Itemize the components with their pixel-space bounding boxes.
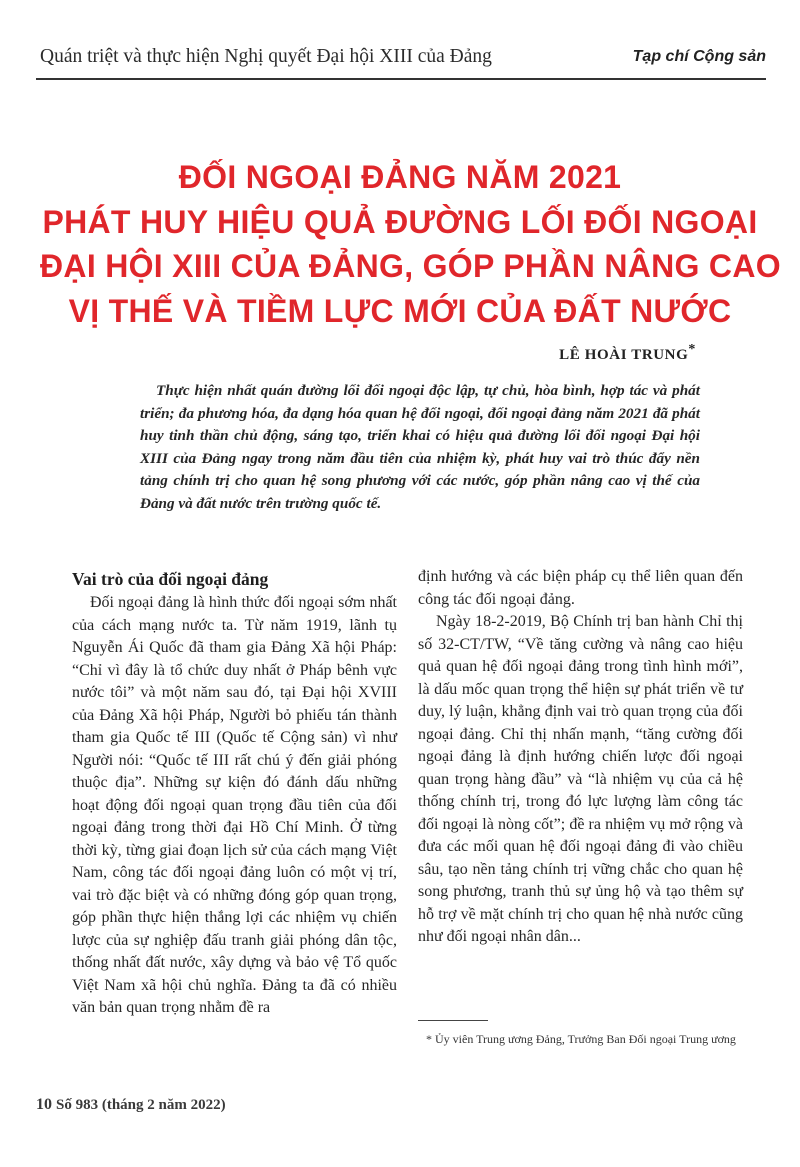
section-heading: Vai trò của đối ngoại đảng [72, 569, 269, 589]
magazine-name: Tạp chí Cộng sản [632, 48, 766, 65]
title-line: VỊ THẾ VÀ TIỀM LỰC MỚI CỦA ĐẤT NƯỚC [68, 292, 732, 329]
title-line: PHÁT HUY HIỆU QUẢ ĐƯỜNG LỐI ĐỐI NGOẠI [42, 203, 758, 240]
section-title: Quán triệt và thực hiện Nghị quyết Đại hội XIII của Đảng [40, 46, 492, 67]
body-paragraph-continuation: định hướng và các biện pháp cụ thể liên quan đến công tác đối ngoại đảng. [418, 568, 743, 608]
body-column-left [72, 566, 397, 1020]
header-divider [36, 78, 766, 80]
body-paragraph: Đối ngoại đảng là hình thức đối ngoại sớm nhất của cách mạng nước ta. Từ năm 1919, lãnh tụ Nguyễn Ái Quốc đã tham gia Đảng Xã hội Pháp: “Chỉ vì đây là tổ chức duy nhất ở Pháp bênh vực nước tôi” và một năm sau đó, tại Đại hội XVIII của Đảng Xã hội Pháp, Người bỏ phiếu tán thành tham gia Quốc tế III (Quốc tế Cộng sản) vì như Người nói: “Quốc tế III rất chú ý đến giải phóng thuộc địa”. Những sự kiện đó đánh dấu những hoạt động đối ngoại quan trọng đầu tiên của đối ngoại đảng trong thời đại Hồ Chí Minh. Ở từng thời kỳ, từng giai đoạn lịch sử của cách mạng Việt Nam, công tác đối ngoại đảng luôn có một vị trí, vai trò đặc biệt và có những đóng góp quan trọng, góp phần thực hiện thắng lợi các nhiệm vụ chiến lược của sự nghiệp đấu tranh giải phóng dân tộc, thống nhất đất nước, xây dựng và bảo vệ Tổ quốc Việt Nam xã hội chủ nghĩa. Đảng ta đã có nhiều văn bản quan trọng nhằm đề ra [72, 594, 397, 1016]
page-footer [36, 1096, 226, 1114]
body-column-right [418, 566, 743, 949]
footnote-divider [418, 1020, 488, 1021]
issue-info: Số 983 (tháng 2 năm 2022) [56, 1097, 226, 1113]
title-line: ĐẠI HỘI XIII CỦA ĐẢNG, GÓP PHẦN NÂNG CAO [40, 248, 781, 284]
author-byline [559, 342, 696, 364]
article-title [40, 155, 781, 333]
page-number: 10 [36, 1096, 52, 1113]
title-line: ĐỐI NGOẠI ĐẢNG NĂM 2021 [178, 159, 622, 195]
article-abstract: Thực hiện nhất quán đường lối đối ngoại độc lập, tự chủ, hòa bình, hợp tác và phát triển; đa phương hóa, đa dạng hóa quan hệ đối ngoại, đối ngoại đảng năm 2021 đã phát huy tinh thần chủ động, sáng tạo, triển khai có hiệu quả đường lối đối ngoại Đại hội XIII của Đảng ngay trong năm đầu tiên của nhiệm kỳ, phát huy vai trò thúc đẩy nền tảng chính trị cho quan hệ song phương với các nước, góp phần nâng cao vị thế của Đảng và đất nước trên trường quốc tế. [140, 382, 700, 512]
body-paragraph: Ngày 18-2-2019, Bộ Chính trị ban hành Chỉ thị số 32-CT/TW, “Về tăng cường và nâng cao hiệu quả quan hệ đối ngoại đảng trong tình hình mới”, là dấu mốc quan trọng thể hiện sự phát triển về tư duy, lý luận, khẳng định vai trò quan trọng của đối ngoại đảng. Chỉ thị nhấn mạnh, “tăng cường đối ngoại đảng là định hướng chiến lược đối ngoại quan trọng hàng đầu” và “là nhiệm vụ của cả hệ thống chính trị, trong đó lực lượng làm công tác đối ngoại là nòng cốt”; đề ra nhiệm vụ mở rộng và đưa các mối quan hệ đối ngoại đảng đi vào chiều sâu, tạo nền tảng chính trị vững chắc cho quan hệ song phương, tranh thủ sự ủng hộ và tạo thêm sự hỗ trợ về mặt chính trị cho quan hệ nhà nước cũng như đối ngoại nhân dân... [418, 613, 743, 945]
author-footnote-mark: * [688, 342, 696, 357]
running-header [36, 40, 766, 80]
author-footnote: * Ủy viên Trung ương Đảng, Trưởng Ban Đối ngoại Trung ương [426, 1032, 736, 1046]
author-name: LÊ HOÀI TRUNG [559, 347, 689, 363]
